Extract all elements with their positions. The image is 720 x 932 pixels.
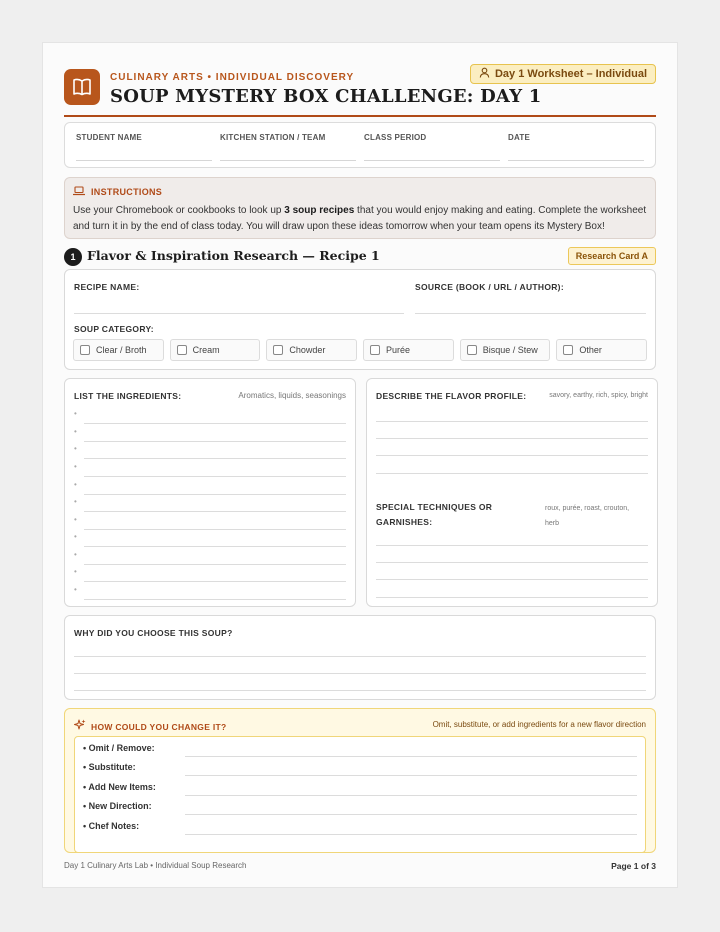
category-label: Bisque / Stew — [482, 345, 538, 355]
bullet: • — [74, 462, 77, 471]
change-fields — [74, 736, 646, 853]
checkbox[interactable] — [273, 345, 283, 355]
class-period-label: CLASS PERIOD — [364, 133, 427, 142]
category-options — [73, 339, 647, 361]
write-line — [76, 160, 212, 161]
recipe-name-line[interactable] — [74, 313, 404, 314]
flavor-techniques-box — [366, 378, 658, 607]
bullet: • — [74, 427, 77, 436]
user-icon — [479, 67, 490, 81]
source-line[interactable] — [415, 313, 646, 314]
why-label: WHY DID YOU CHOOSE THIS SOUP? — [74, 628, 233, 638]
why-box — [64, 615, 656, 700]
instructions-text: Use your Chromebook or cookbooks to look up 3 soup recipes that you would enjoy making and eating. Complete the worksheet and turn it in by the end of class today. You will draw upon these ideas tomorrow when your team opens its Mystery Box! — [73, 205, 647, 232]
ingredient-line[interactable] — [74, 477, 346, 495]
category-label: Clear / Broth — [96, 345, 147, 355]
why-line[interactable] — [74, 673, 646, 674]
ingredient-line[interactable] — [74, 564, 346, 582]
flavor-line[interactable] — [376, 438, 648, 439]
ingredient-line[interactable] — [74, 582, 346, 600]
instructions-heading: INSTRUCTIONS — [91, 187, 163, 197]
add-new-items-row[interactable] — [83, 778, 637, 796]
class-period-field[interactable] — [364, 123, 500, 167]
worksheet-badge — [470, 64, 656, 84]
ingredients-box — [64, 378, 356, 607]
write-line — [185, 834, 637, 835]
ingredients-label: LIST THE INGREDIENTS: — [74, 391, 182, 401]
substitute-label: • Substitute: — [83, 762, 136, 772]
category-option-cream[interactable] — [170, 339, 261, 361]
badge-label: Day 1 Worksheet – Individual — [494, 68, 647, 80]
checkbox[interactable] — [467, 345, 477, 355]
research-card-tag: Research Card A — [568, 247, 656, 265]
ingredients-hint: Aromatics, liquids, seasonings — [238, 391, 346, 400]
category-option-other[interactable] — [556, 339, 647, 361]
worksheet-page — [42, 42, 678, 888]
section-title: Flavor & Inspiration Research — Recipe 1 — [87, 248, 380, 263]
bullet: • — [74, 567, 77, 576]
category-label: Purée — [386, 345, 411, 355]
header-divider — [64, 115, 656, 117]
technique-line[interactable] — [376, 579, 648, 580]
techniques-hint: roux, purée, roast, crouton, herb — [545, 505, 630, 527]
techniques-label: SPECIAL TECHNIQUES OR GARNISHES: — [376, 502, 493, 527]
write-line — [220, 160, 356, 161]
technique-line[interactable] — [376, 597, 648, 598]
write-line — [508, 160, 644, 161]
category-option-bisque-stew[interactable] — [460, 339, 551, 361]
flavor-profile-hint: savory, earthy, rich, spicy, bright — [549, 392, 648, 399]
student-name-field[interactable] — [76, 123, 212, 167]
flavor-line[interactable] — [376, 473, 648, 474]
bullet: • — [74, 515, 77, 524]
bullet: • — [74, 480, 77, 489]
bullet: • — [74, 550, 77, 559]
bullet: • — [74, 585, 77, 594]
section-number: 1 — [64, 248, 82, 266]
kitchen-station-field[interactable] — [220, 123, 356, 167]
ingredient-line[interactable] — [74, 406, 346, 424]
why-line[interactable] — [74, 690, 646, 691]
category-label: Cream — [192, 345, 220, 355]
instructions-box — [64, 177, 656, 239]
ingredient-line[interactable] — [74, 529, 346, 547]
substitute-row[interactable] — [83, 758, 637, 776]
change-heading: HOW COULD YOU CHANGE IT? — [91, 722, 227, 732]
chef-notes-row[interactable] — [83, 817, 637, 835]
ingredient-line[interactable] — [74, 547, 346, 565]
sparkle-icon — [74, 718, 86, 736]
chef-notes-label: • Chef Notes: — [83, 821, 140, 831]
category-option-puree[interactable] — [363, 339, 454, 361]
flavor-profile-label: DESCRIBE THE FLAVOR PROFILE: — [376, 391, 527, 401]
date-label: DATE — [508, 133, 530, 142]
category-label: Chowder — [289, 345, 326, 355]
checkbox[interactable] — [177, 345, 187, 355]
book-icon — [64, 69, 100, 105]
bullet: • — [74, 444, 77, 453]
new-direction-row[interactable] — [83, 797, 637, 815]
kitchen-station-label: KITCHEN STATION / TEAM — [220, 133, 326, 142]
recipe-details-box — [64, 269, 656, 370]
ingredient-line[interactable] — [74, 441, 346, 459]
checkbox[interactable] — [370, 345, 380, 355]
ingredient-line[interactable] — [74, 494, 346, 512]
source-label: SOURCE (BOOK / URL / AUTHOR): — [415, 282, 564, 292]
omit-remove-row[interactable] — [83, 739, 637, 757]
new-direction-label: • New Direction: — [83, 801, 152, 811]
bullet: • — [74, 497, 77, 506]
why-line[interactable] — [74, 656, 646, 657]
student-info-box — [64, 122, 656, 168]
change-hint: Omit, substitute, or add ingredients for a new flavor direction — [432, 720, 646, 729]
page-title: SOUP MYSTERY BOX CHALLENGE: DAY 1 — [110, 86, 542, 107]
technique-line[interactable] — [376, 545, 648, 546]
write-line — [364, 160, 500, 161]
write-line — [185, 814, 637, 815]
write-line — [185, 756, 637, 757]
kicker-text: CULINARY ARTS • INDIVIDUAL DISCOVERY — [110, 72, 355, 83]
ingredient-line[interactable] — [74, 512, 346, 530]
student-name-label: STUDENT NAME — [76, 133, 142, 142]
write-line — [185, 795, 637, 796]
recipe-name-label: RECIPE NAME: — [74, 282, 140, 292]
flavor-line[interactable] — [376, 455, 648, 456]
add-new-items-label: • Add New Items: — [83, 782, 156, 792]
omit-remove-label: • Omit / Remove: — [83, 743, 155, 753]
category-option-clear-broth[interactable] — [73, 339, 164, 361]
ingredient-line[interactable] — [74, 459, 346, 477]
write-line — [185, 775, 637, 776]
bullet: • — [74, 409, 77, 418]
change-it-box — [64, 708, 656, 853]
category-option-chowder[interactable] — [266, 339, 357, 361]
flavor-line[interactable] — [376, 421, 648, 422]
date-field[interactable] — [508, 123, 644, 167]
ingredient-line[interactable] — [74, 424, 346, 442]
laptop-icon — [73, 186, 85, 198]
checkbox[interactable] — [563, 345, 573, 355]
category-label: Other — [579, 345, 602, 355]
footer-left: Day 1 Culinary Arts Lab • Individual Soup Research — [64, 861, 247, 870]
soup-category-label: SOUP CATEGORY: — [74, 324, 154, 334]
write-line — [84, 599, 346, 600]
checkbox[interactable] — [80, 345, 90, 355]
bullet: • — [74, 532, 77, 541]
technique-line[interactable] — [376, 562, 648, 563]
page-number: Page 1 of 3 — [611, 861, 656, 871]
